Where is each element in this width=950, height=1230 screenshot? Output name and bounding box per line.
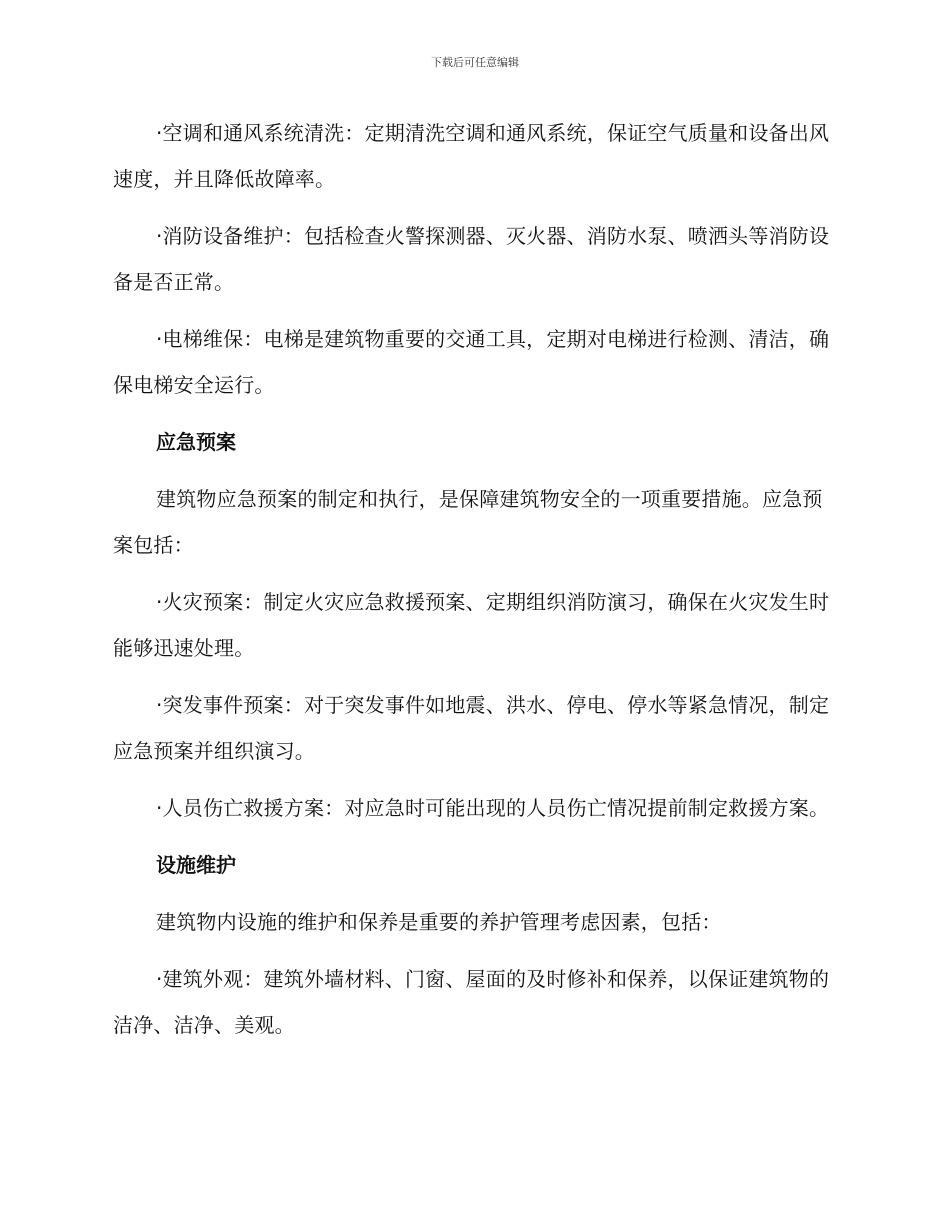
heading-facility-maintenance: 设施维护 bbox=[156, 853, 236, 877]
paragraph-facility-maintenance-intro: 建筑物内设施的维护和保养是重要的养护管理考虑因素，包括： bbox=[156, 910, 722, 934]
paragraph-emergency-plan-intro: 建筑物应急预案的制定和执行，是保障建筑物安全的一项重要措施。应急预案包括： bbox=[113, 487, 823, 557]
paragraph-fire-equipment-maintenance: ·消防设备维护：包括检查火警探测器、灭火器、消防水泵、喷洒头等消防设备是否正常。 bbox=[113, 224, 830, 294]
page-header-note: 下载后可任意编辑 bbox=[431, 56, 519, 69]
paragraph-incident-plan: ·突发事件预案：对于突发事件如地震、洪水、停电、停水等紧急情况，制定应急预案并组织演习。 bbox=[113, 693, 830, 763]
document-body bbox=[113, 110, 833, 1059]
heading-emergency-plan: 应急预案 bbox=[156, 430, 236, 454]
paragraph-ac-ventilation-cleaning: ·空调和通风系统清洗：定期清洗空调和通风系统，保证空气质量和设备出风速度，并且降低故障率。 bbox=[113, 121, 830, 191]
paragraph-fire-plan: ·火灾预案：制定火灾应急救援预案、定期组织消防演习，确保在火灾发生时能够迅速处理。 bbox=[113, 590, 830, 660]
paragraph-building-exterior: ·建筑外观：建筑外墙材料、门窗、屋面的及时修补和保养，以保证建筑物的洁净、洁净、美观。 bbox=[113, 967, 830, 1037]
paragraph-casualty-rescue-plan: ·人员伤亡救援方案：对应急时可能出现的人员伤亡情况提前制定救援方案。 bbox=[156, 796, 830, 820]
paragraph-elevator-maintenance: ·电梯维保：电梯是建筑物重要的交通工具，定期对电梯进行检测、清洁，确保电梯安全运行。 bbox=[113, 327, 830, 397]
